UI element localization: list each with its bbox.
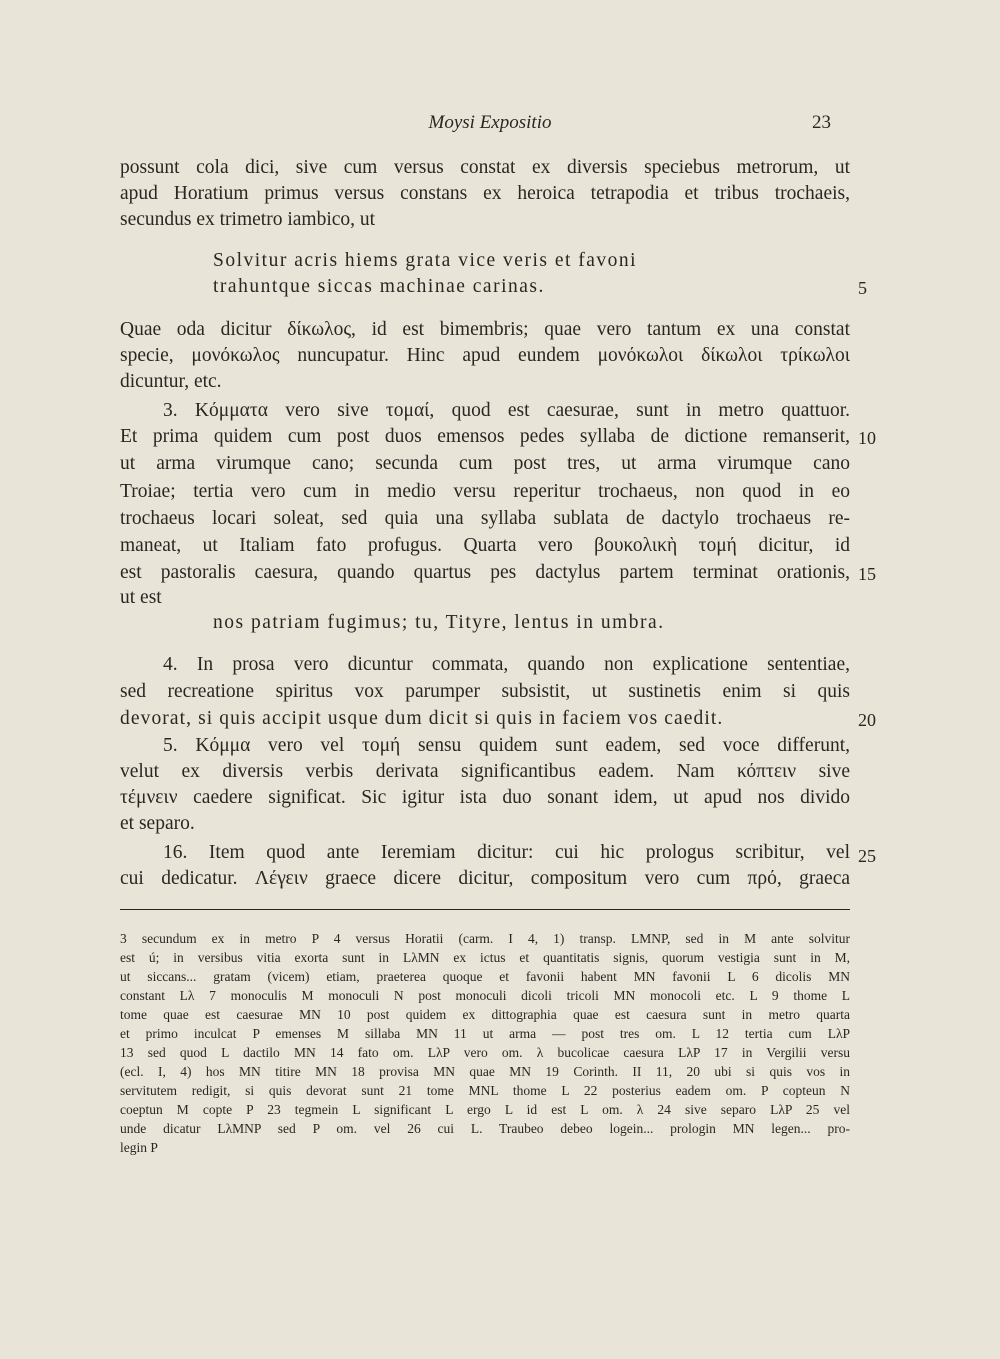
apparatus-line: legin P (120, 1140, 158, 1155)
text-line: ut est (120, 587, 162, 608)
verse-line: trahuntque siccas machinae carinas. (213, 276, 545, 297)
apparatus-line: ut siccans... gratam (vicem) etiam, praeterea quoque et favonii habent MN favonii L 6 dicolis MN (120, 969, 850, 984)
text-line: 5. Κόμμα vero vel τομή sensu quidem sunt eadem, sed voce differunt, (163, 735, 850, 756)
apparatus-line: 3 secundum ex in metro P 4 versus Horatii (carm. I 4, 1) transp. LMNP, sed in M ante solvitur (120, 931, 850, 946)
text-line: Quae oda dicitur δίκωλος, id est bimembris; quae vero tantum ex una constat (120, 319, 850, 340)
page-number: 23 (812, 112, 831, 133)
line-number: 10 (858, 428, 876, 448)
line-number: 25 (858, 846, 876, 866)
apparatus-line: 13 sed quod L dactilo MN 14 fato om. LλP vero om. λ bucolicae caesura LλP 17 in Vergilii versu (120, 1045, 850, 1060)
text-line: Troiae; tertia vero cum in medio versu reperitur trochaeus, non quod in eo (120, 481, 850, 502)
text-line: dicuntur, etc. (120, 371, 222, 392)
text-line: possunt cola dici, sive cum versus constat ex diversis speciebus metrorum, ut (120, 157, 850, 178)
text-line: secundus ex trimetro iambico, ut (120, 209, 376, 230)
text-line: velut ex diversis verbis derivata significantibus eadem. Nam κόπτειν sive (120, 761, 850, 782)
text-line: ut arma virumque cano; secunda cum post tres, ut arma virumque cano (120, 453, 850, 474)
apparatus-line: tome quae est caesurae MN 10 post quidem ex dittographia quae est caesura sunt in metro quarta (120, 1007, 850, 1022)
text-line: τέμνειν caedere significat. Sic igitur ista duo sonant idem, ut apud nos divido (120, 787, 850, 808)
apparatus-line: unde dicatur LλMNP sed P om. vel 26 cui L. Traubeo debeo logein... prologin MN legen... pro- (120, 1121, 850, 1136)
section-start-line: 16. Item quod ante Ieremiam dicitur: cui hic prologus scribitur, vel (163, 842, 850, 863)
text-line: apud Horatium primus versus constans ex heroica tetrapodia et tribus trochaeis, (120, 183, 850, 204)
apparatus-line: est ú; in versibus vitia exorta sunt in LλMN ex ictus et quantitatis signis, quorum vestigia sunt in M, (120, 950, 850, 965)
apparatus-line: et primo inculcat P emenses M sillaba MN 11 ut arma — post tres om. L 12 tertia cum LλP (120, 1026, 850, 1041)
text-line: cui dedicatur. Λέγειν graece dicere dicitur, compositum vero cum πρό, graeca (120, 868, 850, 889)
text-line: sed recreatione spiritus vox parumper subsistit, ut sustinetis enim si quis (120, 681, 850, 702)
footnote-separator (120, 909, 850, 910)
text-line: Et prima quidem cum post duos emensos pedes syllaba de dictione remanserit, (120, 426, 850, 447)
verse-line: nos patriam fugimus; tu, Tityre, lentus in umbra. (213, 612, 665, 633)
apparatus-line: servitutem redigit, si quis devorat sunt 21 tome MNL thome L 22 posterius eadem om. P copteun N (120, 1083, 850, 1098)
text-line: maneat, ut Italiam fato profugus. Quarta vero βουκολικὴ τομή dicitur, id (120, 535, 850, 556)
text-line: 3. Κόμματα vero sive τομαί, quod est caesurae, sunt in metro quattuor. (163, 400, 850, 421)
verse-line: Solvitur acris hiems grata vice veris et favoni (213, 250, 638, 271)
text-line: et separo. (120, 813, 195, 834)
apparatus-line: constant Lλ 7 monoculis M monoculi N post monoculi dicoli tricoli MN monocoli etc. L 9 thome L (120, 988, 850, 1003)
apparatus-line: (ecl. I, 4) hos MN titire MN 18 provisa MN quae MN 19 Corinth. II 11, 20 ubi si quis vos in (120, 1064, 850, 1079)
text-line: 4. In prosa vero dicuntur commata, quando non explicatione sententiae, (163, 654, 850, 675)
text-line: devorat, si quis accipit usque dum dicit si quis in faciem vos caedit. (120, 708, 724, 729)
running-title: Moysi Expositio (428, 112, 552, 133)
text-line: est pastoralis caesura, quando quartus pes dactylus partem terminat orationis, (120, 562, 850, 583)
line-number: 20 (858, 710, 876, 730)
line-number: 15 (858, 564, 876, 584)
text-line: trochaeus locari soleat, sed quia una syllaba sublata de dactylo trochaeus re- (120, 508, 850, 529)
line-number: 5 (858, 278, 867, 298)
text-line: specie, μονόκωλος nuncupatur. Hinc apud eundem μονόκωλοι δίκωλοι τρίκωλοι (120, 345, 850, 366)
apparatus-line: coeptun M copte P 23 tegmein L significant L ergo L id est L om. λ 24 sive separo LλP 25 vel (120, 1102, 850, 1117)
